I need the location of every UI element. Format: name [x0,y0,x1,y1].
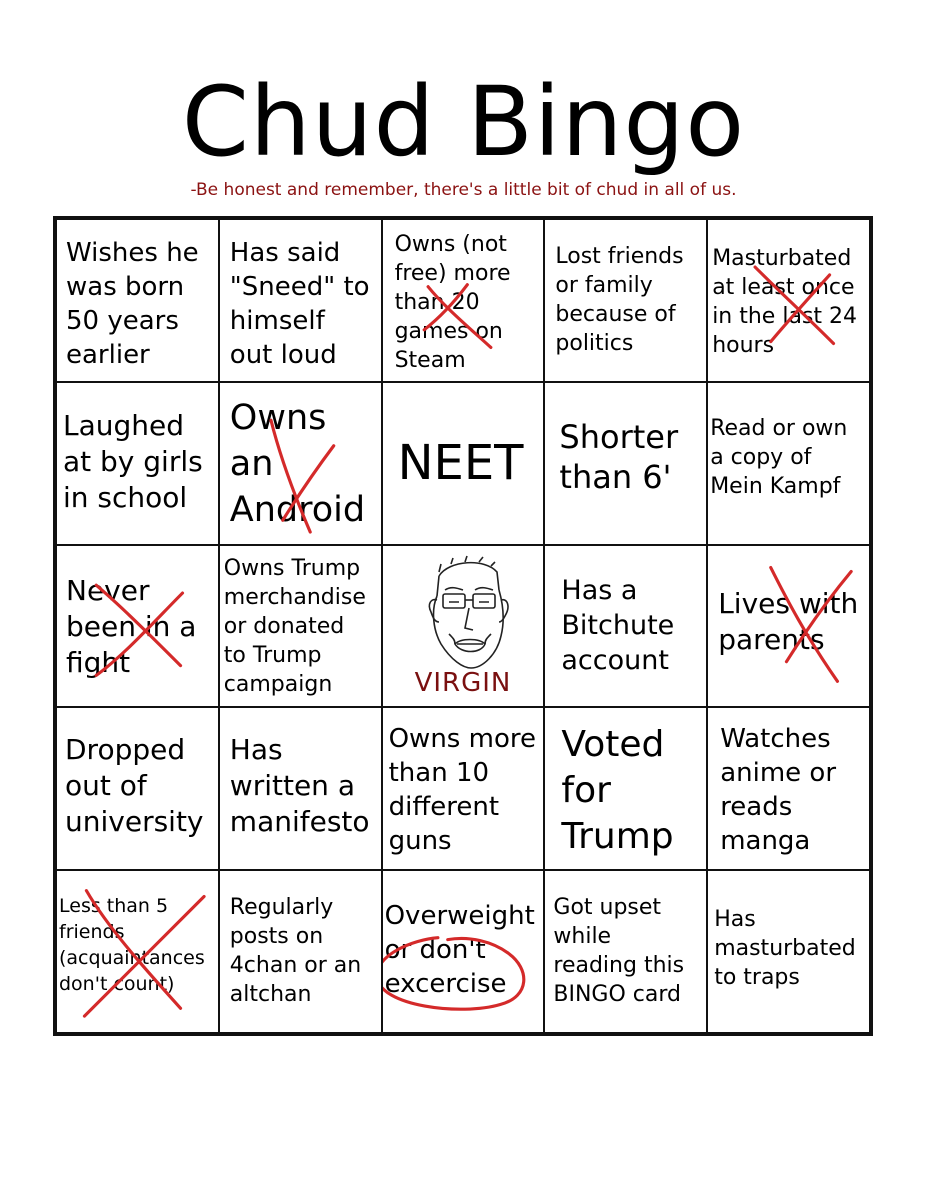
bingo-cell-bitchute[interactable] [544,545,707,708]
cell-label: Overweight or don't excercise [384,901,535,1000]
cell-label: Laughed at by girls in school [63,408,203,514]
cell-label: Has a Bitchute account [561,574,675,676]
bingo-cell-virgin[interactable] [382,545,545,708]
cell-label: Has masturbated to traps [714,907,856,991]
cell-label: Shorter than 6' [559,417,679,496]
page-title: Chud Bingo [181,66,746,178]
bingo-cell-lives-with-parents[interactable] [707,545,870,708]
chud-face-icon [401,550,531,680]
cell-label: Owns (not free) more than 20 games on Steam [394,232,511,373]
bingo-cell-mein-kampf[interactable] [707,382,870,545]
bingo-cell-overweight[interactable] [382,870,545,1033]
cell-label: Less than 5 friends (acquaintances don't count) [59,895,205,996]
cell-label: Wishes he was born 50 years earlier [66,238,199,370]
cell-label: VIRGIN [414,668,512,699]
cell-label: Owns Trump merchandise or donated to Trump campaign [223,555,366,697]
bingo-cell-anime[interactable] [707,707,870,870]
bingo-cell-sneed[interactable] [219,219,382,382]
cell-label: Watches anime or reads manga [720,724,837,857]
cell-label: Dropped out of university [65,733,204,839]
bingo-cell-trump-merch[interactable] [219,545,382,708]
bingo-cell-4chan[interactable] [219,870,382,1033]
bingo-cell-android[interactable] [219,382,382,545]
bingo-cell-laughed-at[interactable] [56,382,219,545]
bingo-cell-masturbated-24h[interactable] [707,219,870,382]
bingo-grid [53,216,873,1036]
bingo-cell-born-earlier[interactable] [56,219,219,382]
cell-label: Masturbated at least once in the last 24 hours [712,246,858,358]
cell-label: Lost friends or family because of politics [555,244,684,356]
cell-label: NEET [397,434,524,491]
bingo-cell-guns[interactable] [382,707,545,870]
cell-label: Regularly posts on 4chan or an altchan [229,895,362,1008]
bingo-cell-lost-friends[interactable] [544,219,707,382]
bingo-cell-got-upset[interactable] [544,870,707,1033]
bingo-cell-steam-games[interactable] [382,219,545,382]
bingo-cell-shorter[interactable] [544,382,707,545]
cell-label: Owns an Android [229,397,366,530]
bingo-cell-neet[interactable] [382,382,545,545]
bingo-cell-voted-trump[interactable] [544,707,707,870]
bingo-cell-manifesto[interactable] [219,707,382,870]
bingo-cell-traps[interactable] [707,870,870,1033]
bingo-cell-dropped-out[interactable] [56,707,219,870]
cell-label: Has written a manifesto [229,733,370,839]
cell-label: Read or own a copy of Mein Kampf [710,415,848,499]
bingo-cell-less-than-5-friends[interactable] [56,870,219,1033]
page-subtitle: -Be honest and remember, there's a little bit of chud in all of us. [190,180,737,200]
cell-label: Voted for Trump [561,724,674,858]
cell-label: Has said "Sneed" to himself out loud [229,238,370,370]
cell-label: Got upset while reading this BINGO card [553,895,685,1008]
cell-label: Lives with parents [718,586,859,656]
bingo-cell-never-fight[interactable] [56,545,219,708]
cell-label: Owns more than 10 different guns [388,724,536,857]
cell-label: Never been in a fight [66,573,197,679]
